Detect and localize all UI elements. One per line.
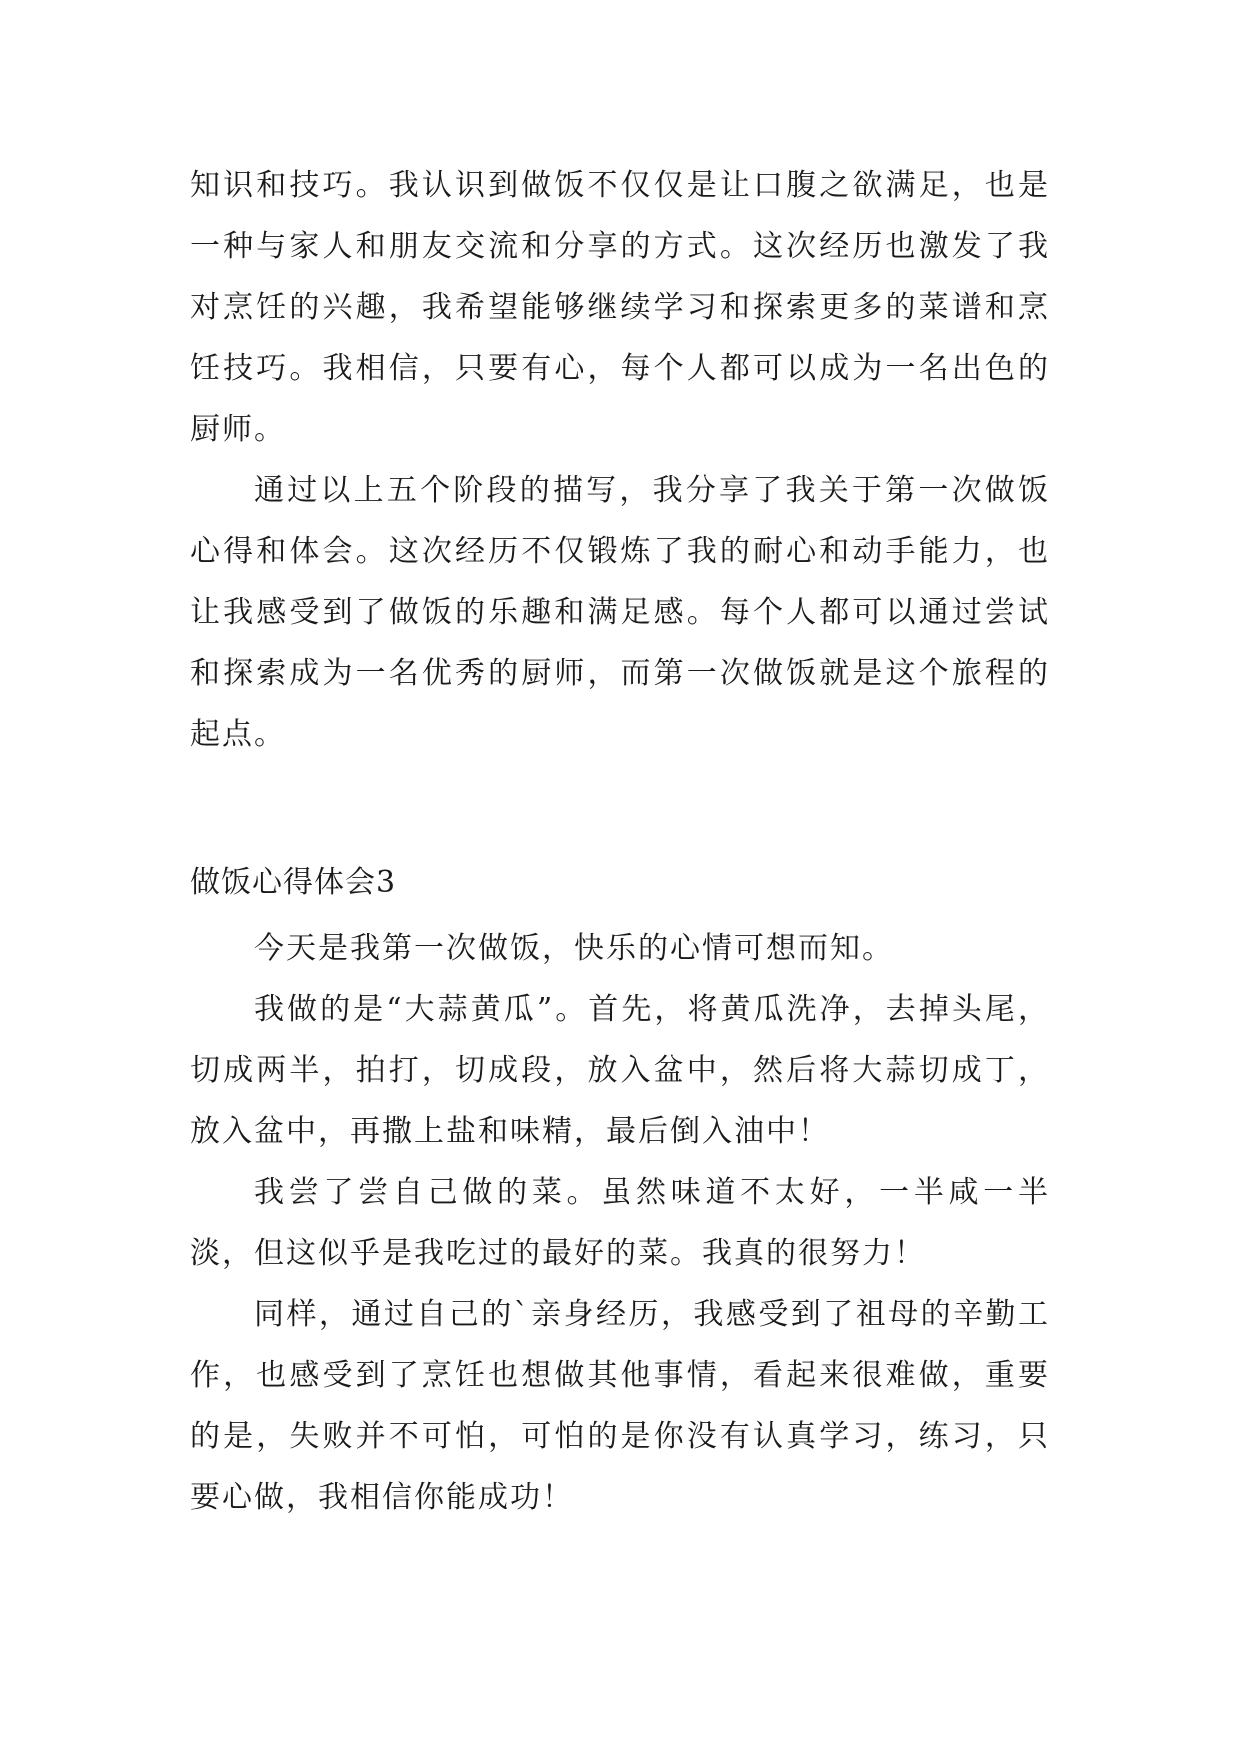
essay-section-2-ending	[190, 155, 1050, 765]
body-paragraph: 我做的是“大蒜黄瓜”。首先，将黄瓜洗净，去掉头尾，切成两半，拍打，切成段，放入盆中，然后将大蒜切成丁，放入盆中，再撒上盐和味精，最后倒入油中！	[190, 992, 1050, 1149]
body-paragraph: 我尝了尝自己做的菜。虽然味道不太好，一半咸一半淡，但这似乎是我吃过的最好的菜。我真的很努力！	[190, 1175, 1050, 1271]
summary-paragraph: 通过以上五个阶段的描写，我分享了我关于第一次做饭心得和体会。这次经历不仅锻炼了我的耐心和动手能力，也让我感受到了做饭的乐趣和满足感。每个人都可以通过尝试和探索成为一名优秀的厨师，而第一次做饭就是这个旅程的起点。	[190, 473, 1050, 752]
continued-paragraph: 知识和技巧。我认识到做饭不仅仅是让口腹之欲满足，也是一种与家人和朋友交流和分享的方式。这次经历也激发了我对烹饪的兴趣，我希望能够继续学习和探索更多的菜谱和烹饪技巧。我相信，只要有心，每个人都可以成为一名出色的厨师。	[190, 168, 1050, 447]
section-title: 做饭心得体会3	[190, 865, 397, 900]
body-paragraph: 同样，通过自己的`亲身经历，我感受到了祖母的辛勤工作，也感受到了烹饪也想做其他事情，看起来很难做，重要的是，失败并不可怕，可怕的是你没有认真学习，练习，只要心做，我相信你能成功！	[190, 1297, 1050, 1515]
essay-section-3	[190, 855, 1050, 1528]
body-paragraph: 今天是我第一次做饭，快乐的心情可想而知。	[254, 931, 894, 966]
